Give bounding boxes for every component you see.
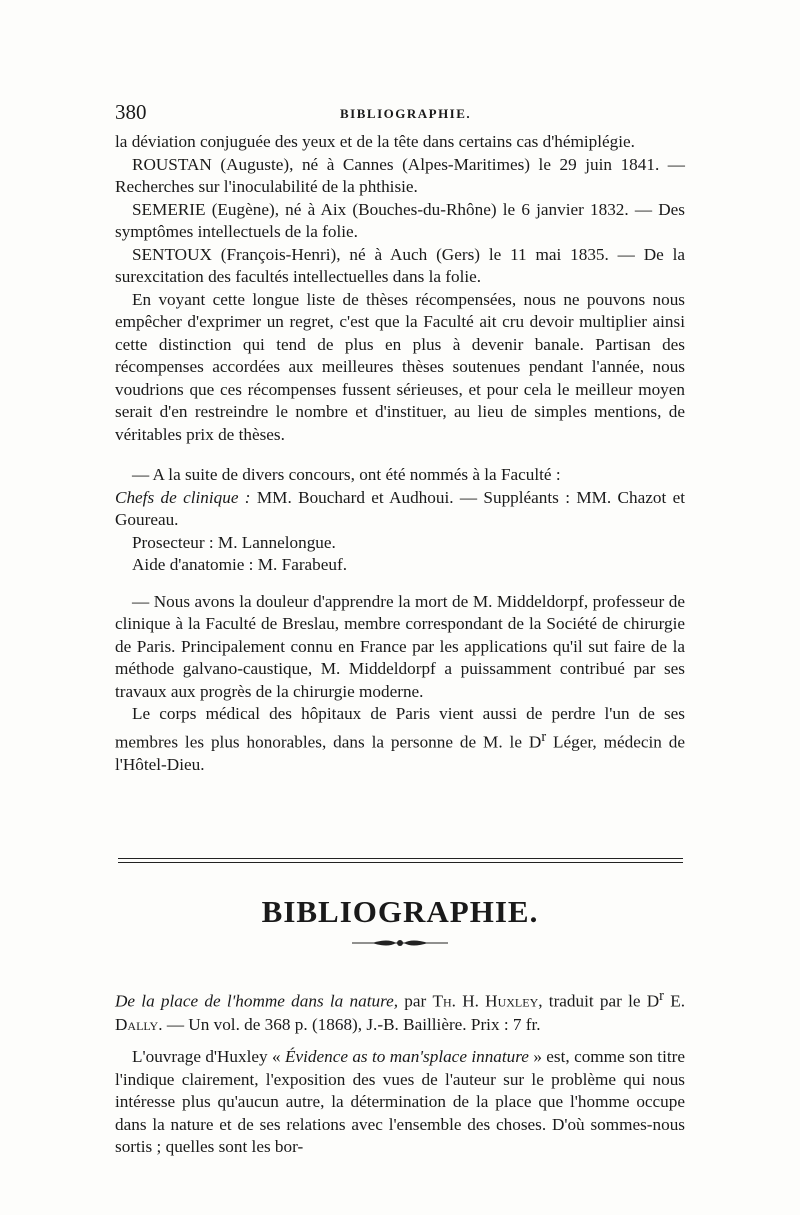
english-title: Évidence as to man'splace innature	[284, 1047, 529, 1066]
running-head: BIBLIOGRAPHIE.	[340, 106, 472, 121]
commentary-paragraph: En voyant cette longue liste de thèses récompensées, nous ne pouvons nous empêcher d'exprimer un regret, c'est que la Faculté ait cru devoir multiplier ainsi cette distinction qui tend de plus en plus à devenir banale. Partisan des récompenses accordées aux meilleures thèses soutenues pendant l'année, nous voudrions que ces récompenses fussent sérieuses, et pour cela le meilleur moyen serait d'en restreindre le nombre et d'instituer, au lieu de simples mentions, de véritables prix de thèses.	[115, 289, 685, 444]
book-translator: E. Dally	[115, 991, 685, 1034]
bibliography-entry	[115, 985, 685, 1036]
chefs-names: MM. Bouchard et Audhoui. — Suppléants : MM. Chazot et Goureau.	[115, 487, 685, 529]
translator-doctor-abbrev: r	[659, 988, 664, 1004]
book-by: par	[398, 991, 433, 1011]
divider-rule	[118, 858, 683, 859]
section-title: BIBLIOGRAPHIE.	[261, 894, 539, 929]
spacer	[115, 577, 685, 591]
divider-rule	[118, 862, 683, 863]
doctor-abbrev: r	[541, 728, 547, 745]
thesis-entry: SENTOUX (François-Henri), né à Auch (Gers) le 11 mai 1835. — De la surexcitation des facultés intellectuelles dans la folie.	[115, 244, 685, 286]
thesis-entry: SEMERIE (Eugène), né à Aix (Bouches-du-Rhône) le 6 janvier 1832. — Des symptômes intellectuels de la folie.	[115, 199, 685, 241]
thesis-entry: ROUSTAN (Auguste), né à Cannes (Alpes-Maritimes) le 29 juin 1841. — Recherches sur l'inoculabilité de la phthisie.	[115, 154, 685, 196]
review-text	[115, 1046, 685, 1159]
review-paragraph	[115, 1046, 685, 1159]
page-header	[115, 100, 685, 126]
review-intro: L'ouvrage d'Huxley «	[132, 1047, 285, 1066]
section-divider	[118, 858, 683, 866]
nominations-chefs	[115, 487, 685, 532]
ornament-divider	[350, 935, 450, 951]
spacer	[115, 446, 685, 464]
body-text	[115, 131, 685, 776]
nominations-prosecteur: Prosecteur : M. Lannelongue.	[132, 532, 336, 552]
book-details: . — Un vol. de 368 p. (1868), J.-B. Baillière. Prix : 7 fr.	[158, 1014, 541, 1034]
review-body: » est, comme son titre l'indique clairement, l'exposition des vues de l'auteur sur le problème qui nous intéresse plus qu'aucun autre, la détermination de la place que l'homme occupe dans la nature et de ses relations avec l'ensemble des choses. D'où sommes-nous sortis ; quelles sont les bor-	[115, 1047, 685, 1156]
thesis-entry: la déviation conjuguée des yeux et de la tête dans certains cas d'hémiplégie.	[115, 132, 635, 151]
obituary-text: Le corps médical des hôpitaux de Paris vient aussi de perdre l'un de ses membres les plus honorables, dans la personne de M. le D	[115, 704, 685, 752]
book-author: Th. H. Huxley	[432, 991, 539, 1011]
nominations-intro: — A la suite de divers concours, ont été nommés à la Faculté :	[132, 465, 561, 484]
book-translated: , traduit par le D	[538, 991, 660, 1011]
nominations-aide: Aide d'anatomie : M. Farabeuf.	[132, 555, 348, 574]
chefs-label: Chefs de clinique :	[115, 487, 251, 507]
page-number: 380	[115, 100, 147, 124]
obituary-paragraph-2	[115, 703, 685, 776]
obituary-text-end: Léger, médecin de l'Hôtel-Dieu.	[115, 732, 685, 774]
obituary-paragraph: — Nous avons la douleur d'apprendre la mort de M. Middeldorpf, professeur de clinique à la Faculté de Breslau, membre correspondant de la Société de chirurgie de Paris. Principalement connu en France par les applications qu'il sut faire de la méthode galvano-caustique, M. Middeldorpf a puissamment contribué par ses travaux aux progrès de la chirurgie moderne.	[115, 591, 685, 701]
book-citation	[115, 985, 685, 1036]
book-title: De la place de l'homme dans la nature,	[115, 991, 399, 1011]
